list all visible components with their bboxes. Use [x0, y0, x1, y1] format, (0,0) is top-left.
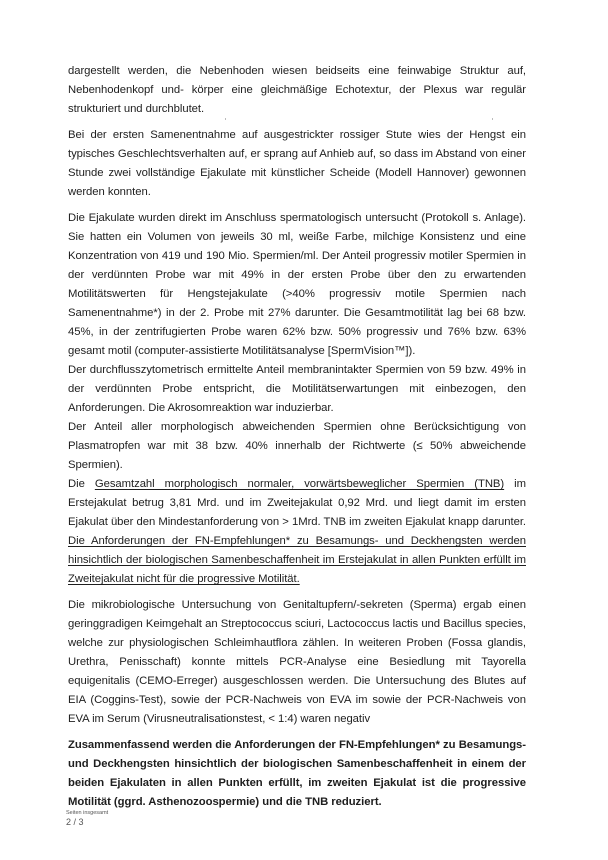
tnb-lead-text: Die — [68, 478, 95, 490]
paragraph-membrane-integrity: Der durchflusszytometrisch ermittelte Anteil membranintakter Spermien von 59 bzw. 49% in der verdünnten Probe entspricht, die Motilitätserwartungen mit einbezogen, den Anforderungen. Die Akrosomreaktion war induzierbar. — [68, 364, 526, 414]
tnb-underlined-conclusion: Die Anforderungen der FN-Empfehlungen* zu Besamungs- und Deckhengsten werden hinsichtlich der biologischen Samenbeschaffenheit im Erstejakulat in allen Punkten erfüllt im Zweitejakulat nicht für die progressive Motilität. — [68, 535, 526, 585]
paragraph-ejaculate-analysis: Die Ejakulate wurden direkt im Anschluss spermatologisch untersucht (Protokoll s. Anlage). Sie hatten ein Volumen von jeweils 30 ml, weiße Farbe, milchige Konsistenz und eine Konzentration von 419 und 190 Mio. Spermien/ml. Der Anteil progressiv motiler Spermien in der verdünnten Probe war mit 49% in der ersten Probe über den zu erwartenden Motilitätswerten für Hengstejakulate (>40% progressiv motile Spermien nach Samenentnahme*) in der 2. Probe mit 27% darunter. Die Gesamtmotilität lag bei 68 bzw. 45%, in der zentrifugierten Probe waren 62% bzw. 50% progressiv und 76% bzw. 63% gesamt motil (computer-assistierte Motilitätsanalyse [SpermVision™]). — [68, 212, 526, 357]
page-footer — [66, 810, 108, 827]
paragraph-summary: Zusammenfassend werden die Anforderungen der FN-Empfehlungen* zu Besamungs- und Deckhengsten hinsichtlich der biologischen Samenbeschaffenheit in einem der beiden Ejakulaten in allen Punkten erfüllt, im zweiten Ejakulat ist die progressive Motilität (ggrd. Asthenozoospermie) und die TNB reduziert. — [68, 739, 526, 808]
tnb-middle-text: im Erstejakulat betrug 3,81 Mrd. und im Zweitejakulat 0,92 Mrd. und liegt damit im ersten Ejakulat über den Mindestanforderung von > 1Mrd. TNB im zweiten Ejakulat knapp darunter. — [68, 478, 526, 528]
scan-artifact — [225, 118, 226, 120]
scan-artifact — [492, 118, 493, 120]
document-body — [68, 62, 526, 819]
paragraph-ultrasound-findings: dargestellt werden, die Nebenhoden wiesen beidseits eine feinwabige Struktur auf, Nebenhodenkopf und- körper eine gleichmäßige Echotextur, der Plexus war regulär strukturiert und durchblutet. — [68, 65, 526, 115]
footer-pages-label: Seiten insgesamt — [66, 810, 109, 816]
paragraph-semen-collection: Bei der ersten Samenentnahme auf ausgestrickter rossiger Stute wies der Hengst ein typisches Geschlechtsverhalten auf, er sprang auf Anhieb auf, so dass im Abstand von einer Stunde zwei vollständige Ejakulate mit künstlicher Scheide (Modell Hannover) gewonnen werden konnten. — [68, 129, 526, 198]
paragraph-morphology: Der Anteil aller morphologisch abweichenden Spermien ohne Berücksichtigung von Plasmatropfen war mit 38 bzw. 40% innerhalb der Richtwerte (≤ 50% abweichende Spermien). — [68, 421, 526, 471]
page-number: 2 / 3 — [66, 817, 84, 827]
paragraph-microbiology: Die mikrobiologische Untersuchung von Genitaltupfern/-sekreten (Sperma) ergab einen geringgradigen Keimgehalt an Streptococcus sciuri, Lactococcus lactis und Bacillus species, welche zur physiologischen Schleimhautflora zählen. In weiteren Proben (Fossa glandis, Urethra, Penisschaft) konnte mittels PCR-Analyse eine Besiedlung mit Tayorella equigenitalis (CEMO-Erreger) ausgeschlossen werden. Die Untersuchung des Blutes auf EIA (Coggins-Test), sowie der PCR-Nachweis von EVA im sowie der PCR-Nachweis von EVA im Serum (Virusneutralisationstest, < 1:4) waren negativ — [68, 599, 526, 725]
paragraph-tnb — [68, 475, 526, 589]
tnb-underlined-term: Gesamtzahl morphologisch normaler, vorwärtsbeweglicher Spermien (TNB) — [94, 478, 505, 490]
